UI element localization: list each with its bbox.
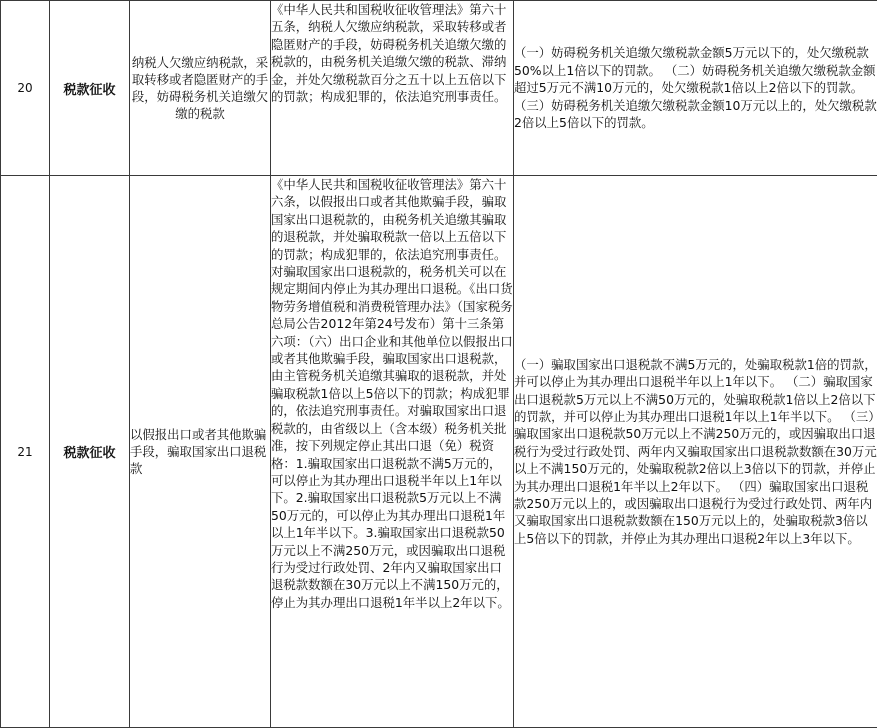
row-number: 20	[1, 1, 50, 176]
row-description: 纳税人欠缴应纳税款，采取转移或者隐匿财产的手段，妨碍税务机关追缴欠缴的税款	[130, 1, 271, 176]
row-category: 税款征收	[50, 176, 130, 728]
table-row	[1, 1, 877, 176]
row-number: 21	[1, 176, 50, 728]
row-legal-basis: 《中华人民共和国税收征收管理法》第六十六条，以假报出口或者其他欺骗手段，骗取国家出口退税款的，由税务机关追缴其骗取的退税款，并处骗取税款一倍以上五倍以下的罚款；构成犯罪的，依法追究刑事责任。对骗取国家出口退税款的，税务机关可以在规定期间内停止为其办理出口退税。《出口货物劳务增值税和消费税管理办法》（国家税务总局公告2012年第24号发布）第十三条第六项：（六）出口企业和其他单位以假报出口或者其他欺骗手段，骗取国家出口退税款，由主管税务机关追缴其骗取的退税款，并处骗取税款1倍以上5倍以下的罚款；构成犯罪的，依法追究刑事责任。对骗取国家出口退税款的，由省级以上（含本级）税务机关批准，按下列规定停止其出口退（免）税资格：1.骗取国家出口退税款不满5万元的，可以停止为其办理出口退税半年以上1年以下。2.骗取国家出口退税款5万元以上不满50万元的，可以停止为其办理出口退税1年以上1年半以下。3.骗取国家出口退税款50万元以上不满250万元，或因骗取出口退税行为受过行政处罚、2年内又骗取国家出口退税款数额在30万元以上不满150万元的，停止为其办理出口退税1年半以上2年以下。	[271, 176, 514, 728]
row-category: 税款征收	[50, 1, 130, 176]
row-description: 以假报出口或者其他欺骗手段，骗取国家出口退税款	[130, 176, 271, 728]
row-penalty-standard: （一）骗取国家出口退税款不满5万元的，处骗取税款1倍的罚款，并可以停止为其办理出口退税半年以上1年以下。 （二）骗取国家出口退税款5万元以上不满50万元的，处骗取税款1倍以上2倍以下的罚款，并可以停止为其办理出口退税1年以上1年半以下。 （三）骗取国家出口退税款50万元以上不满250万元的，或因骗取出口退税行为受过行政处罚、两年内又骗取国家出口退税款数额在30万元以上不满150万元的，处骗取税款2倍以上3倍以下的罚款，并停止为其办理出口退税1年半以上2年以下。 （四）骗取国家出口退税款250万元以上的，或因骗取出口退税行为受过行政处罚、两年内又骗取国家出口退税款数额在150万元以上的，处骗取税款3倍以上5倍以下的罚款，并停止为其办理出口退税2年以上3年以下。	[514, 176, 877, 728]
row-legal-basis: 《中华人民共和国税收征收管理法》第六十五条，纳税人欠缴应纳税款，采取转移或者隐匿财产的手段，妨碍税务机关追缴欠缴的税款的，由税务机关追缴欠缴的税款、滞纳金，并处欠缴税款百分之五十以上五倍以下的罚款；构成犯罪的，依法追究刑事责任。	[271, 1, 514, 176]
table-row	[1, 176, 877, 728]
row-penalty-standard: （一）妨碍税务机关追缴欠缴税款金额5万元以下的，处欠缴税款50%以上1倍以下的罚款。 （二）妨碍税务机关追缴欠缴税款金额超过5万元不满10万元的，处欠缴税款1倍以上2倍以下的罚款。 （三）妨碍税务机关追缴欠缴税款金额10万元以上的，处欠缴税款2倍以上5倍以下的罚款。	[514, 1, 877, 176]
